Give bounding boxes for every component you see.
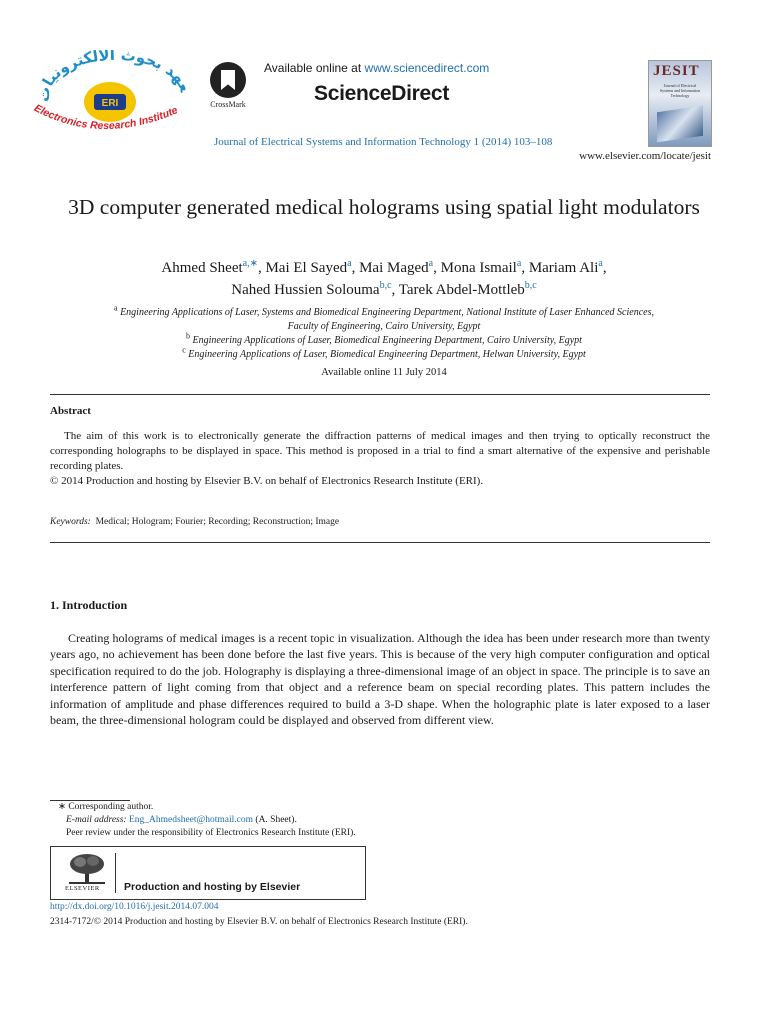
author-name: Mai Maged <box>359 260 429 276</box>
logo-arabic-text: عهد بحوث الالكترونيات <box>34 50 195 103</box>
journal-cover-image <box>648 60 712 147</box>
author-affiliation-mark[interactable]: a <box>598 258 603 269</box>
journal-citation[interactable]: Journal of Electrical Systems and Information Technology 1 (2014) 103–108 <box>214 136 553 148</box>
copyright-line: 2314-7172/© 2014 Production and hosting by Elsevier B.V. on behalf of Electronics Research Institute (ERI). <box>50 917 468 927</box>
keywords <box>50 517 339 527</box>
author-name: Mariam Ali <box>528 260 599 276</box>
email-label: E-mail address: <box>66 815 127 825</box>
section-heading: 1. Introduction <box>50 598 128 612</box>
sciencedirect-brand: ScienceDirect <box>314 82 450 105</box>
corresponding-author-note: ∗ Corresponding author. <box>58 802 154 812</box>
email-note: E-mail address: Eng_Ahmedsheet@hotmail.com (A. Sheet). <box>66 815 297 825</box>
keywords-list: Medical; Hologram; Fourier; Recording; Reconstruction; Image <box>95 517 340 527</box>
eri-logo <box>22 50 198 140</box>
sciencedirect-link[interactable]: www.sciencedirect.com <box>364 61 490 75</box>
author-affiliation-mark[interactable]: b,c <box>524 280 537 291</box>
author-affiliation-mark[interactable]: a <box>347 258 352 269</box>
elsevier-divider <box>115 853 116 893</box>
footnotes <box>50 801 710 840</box>
affiliations <box>60 303 708 362</box>
crossmark-icon <box>210 62 246 98</box>
author-name: Mona Ismail <box>440 260 517 276</box>
abstract-heading: Abstract <box>50 405 91 417</box>
author-affiliation-mark[interactable]: b,c <box>379 280 392 291</box>
elsevier-wordmark: ELSEVIER <box>65 885 100 892</box>
affiliation-a: $^a$ Engineering Applications of Laser, Systems and Biomedical Engineering Department, National Institute of Laser Enhanced Sciences, Faculty of Engineering, Cairo University, Egypt <box>114 303 654 332</box>
affiliation-c: $^c$ Engineering Applications of Laser, Biomedical Engineering Department, Helwan University, Egypt <box>182 345 586 360</box>
svg-text:ERI: ERI <box>101 98 119 109</box>
email-link[interactable]: Eng_Ahmedsheet@hotmail.com <box>128 815 254 825</box>
crossmark-label: CrossMark <box>210 100 246 109</box>
cover-title: JESIT <box>653 63 700 79</box>
author-name: Tarek Abdel-Mottleb <box>398 282 525 298</box>
affiliation-b: $^b$ Engineering Applications of Laser, Biomedical Engineering Department, Cairo University, Egypt <box>186 331 582 346</box>
logo-english-text: Electronics Research Institute <box>32 102 180 133</box>
author-name: Mai El Sayed <box>265 260 348 276</box>
cover-artwork <box>657 106 703 142</box>
available-prefix: Available online at <box>264 61 365 75</box>
author-affiliation-mark[interactable]: a <box>428 258 434 269</box>
author-affiliation-mark[interactable]: a,∗ <box>242 258 258 269</box>
doi-link[interactable]: http://dx.doi.org/10.1016/j.jesit.2014.07.004 <box>50 902 219 912</box>
production-hosting-label: Production and hosting by Elsevier <box>124 881 301 893</box>
elsevier-tree-icon <box>67 853 107 885</box>
elsevier-production-box <box>50 846 366 900</box>
author-name: Nahed Hussien Solouma <box>231 282 380 298</box>
abstract-top-rule <box>50 394 710 395</box>
cover-subtitle: Journal of Electrical Systems and Information Technology <box>659 83 701 98</box>
abstract-bottom-rule <box>50 542 710 543</box>
paper-title: 3D computer generated medical holograms using spatial light modulators <box>68 195 700 219</box>
crossmark-badge[interactable] <box>205 62 251 109</box>
abstract-paragraph: The aim of this work is to electronically generate the diffraction patterns of medical images and then trying to optically reconstruct the corresponding holographs to be displayed in space. This method is proposed in a trial to find a smart alternative of the expensive and perishable recording plates. <box>50 430 710 472</box>
author-list: Ahmed Sheet$^{a,∗}$, Mai El Sayed$^a$, Mai Maged$^a$, Mona Ismail$^a$, Mariam Ali$^a$, Nahed Hussien Solouma$^{b,c}$, Tarek Abdel-Mottleb$^{b,c}$ <box>161 258 607 298</box>
available-online-date: Available online 11 July 2014 <box>321 367 447 378</box>
author-affiliation-mark[interactable]: a <box>516 258 522 269</box>
author-name: Ahmed Sheet <box>161 260 243 276</box>
elsevier-journal-url[interactable]: www.elsevier.com/locate/jesit <box>579 150 711 162</box>
keywords-label: Keywords: <box>50 517 91 527</box>
introduction-paragraph: Creating holograms of medical images is a recent topic in visualization. Although the idea has been under research more than twenty years ago, no achievement has been done before the last five years. This is because of the very high computer configuration and optical specification required to do the job. Holography is displaying a three-dimensional image of an object in space. The principle is to save an interference pattern of light coming from that object and a reference beam on special recording plates. This pattern includes the information of amplitude and phase differences required to build a 3-D shape. When the holographic plate is later exposed to a laser beam, the three-dimensional hologram could be displayed and observed from different view. <box>50 631 710 728</box>
peer-review-note: Peer review under the responsibility of Electronics Research Institute (ERI). <box>66 828 356 838</box>
abstract-body <box>50 429 710 489</box>
abstract-copyright: © 2014 Production and hosting by Elsevier B.V. on behalf of Electronics Research Institute (ERI). <box>50 475 484 487</box>
available-online-header <box>264 61 489 75</box>
